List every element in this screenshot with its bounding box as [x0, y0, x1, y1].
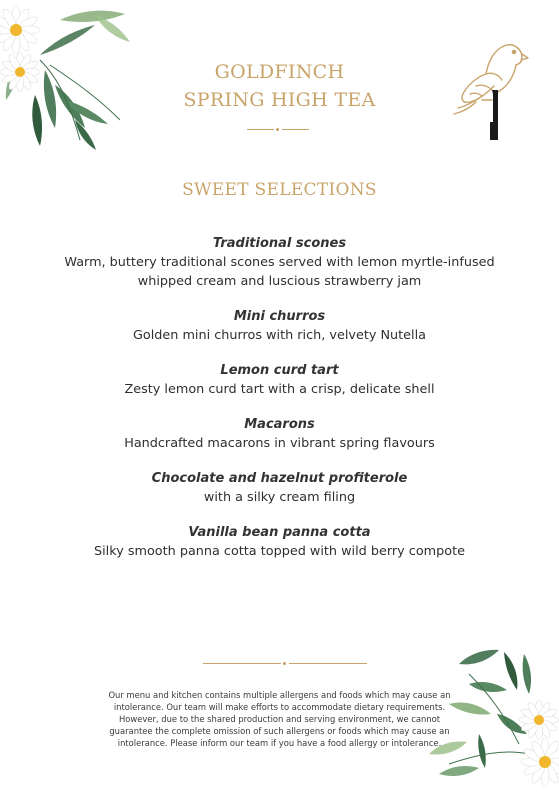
menu-item-description: Golden mini churros with rich, velvety Nutella	[132, 328, 427, 343]
menu-item-description: Handcrafted macarons in vibrant spring flavours	[124, 436, 435, 451]
menu-item-description: with a silky cream filing	[203, 490, 356, 505]
menu-item-name: Chocolate and hazelnut profiterole	[151, 471, 408, 486]
menu-item	[40, 235, 519, 291]
menu-item-description: Zesty lemon curd tart with a crisp, delicate shell	[124, 382, 435, 397]
menu-item-name: Macarons	[244, 417, 315, 432]
menu-item	[40, 308, 519, 345]
footer-divider	[203, 661, 367, 667]
menu-item-name: Vanilla bean panna cotta	[188, 525, 371, 540]
menu-item	[40, 416, 519, 453]
menu-item-description: Silky smooth panna cotta topped with wild berry compote	[94, 544, 465, 559]
section-title: SWEET SELECTIONS	[182, 180, 377, 200]
title-line-2: SPRING HIGH TEA	[183, 89, 376, 111]
menu-list	[40, 235, 519, 578]
menu-item	[40, 470, 519, 507]
menu-item-name: Lemon curd tart	[220, 363, 339, 378]
goldfinch-logo-icon	[452, 36, 532, 146]
menu-item-name: Traditional scones	[212, 236, 347, 251]
title-divider	[247, 127, 309, 133]
title-line-1: GOLDFINCH	[214, 61, 345, 83]
allergen-disclaimer: Our menu and kitchen contains multiple allergens and foods which may cause an intolerance. Our team will make efforts to accommodate dietary requirements. However, due to the shared production and serving environment, we cannot guarantee the complete omission of such allergens or foods which may cause an intolerance. Please inform our team if you have a food allergy or intolerance.	[108, 690, 451, 748]
menu-item	[40, 524, 519, 561]
floral-bottom-right-icon	[409, 644, 559, 794]
menu-item-description: Warm, buttery traditional scones served with lemon myrtle-infused whipped cream and luscious strawberry jam	[64, 255, 495, 289]
menu-item-name: Mini churros	[233, 309, 326, 324]
menu-item	[40, 362, 519, 399]
